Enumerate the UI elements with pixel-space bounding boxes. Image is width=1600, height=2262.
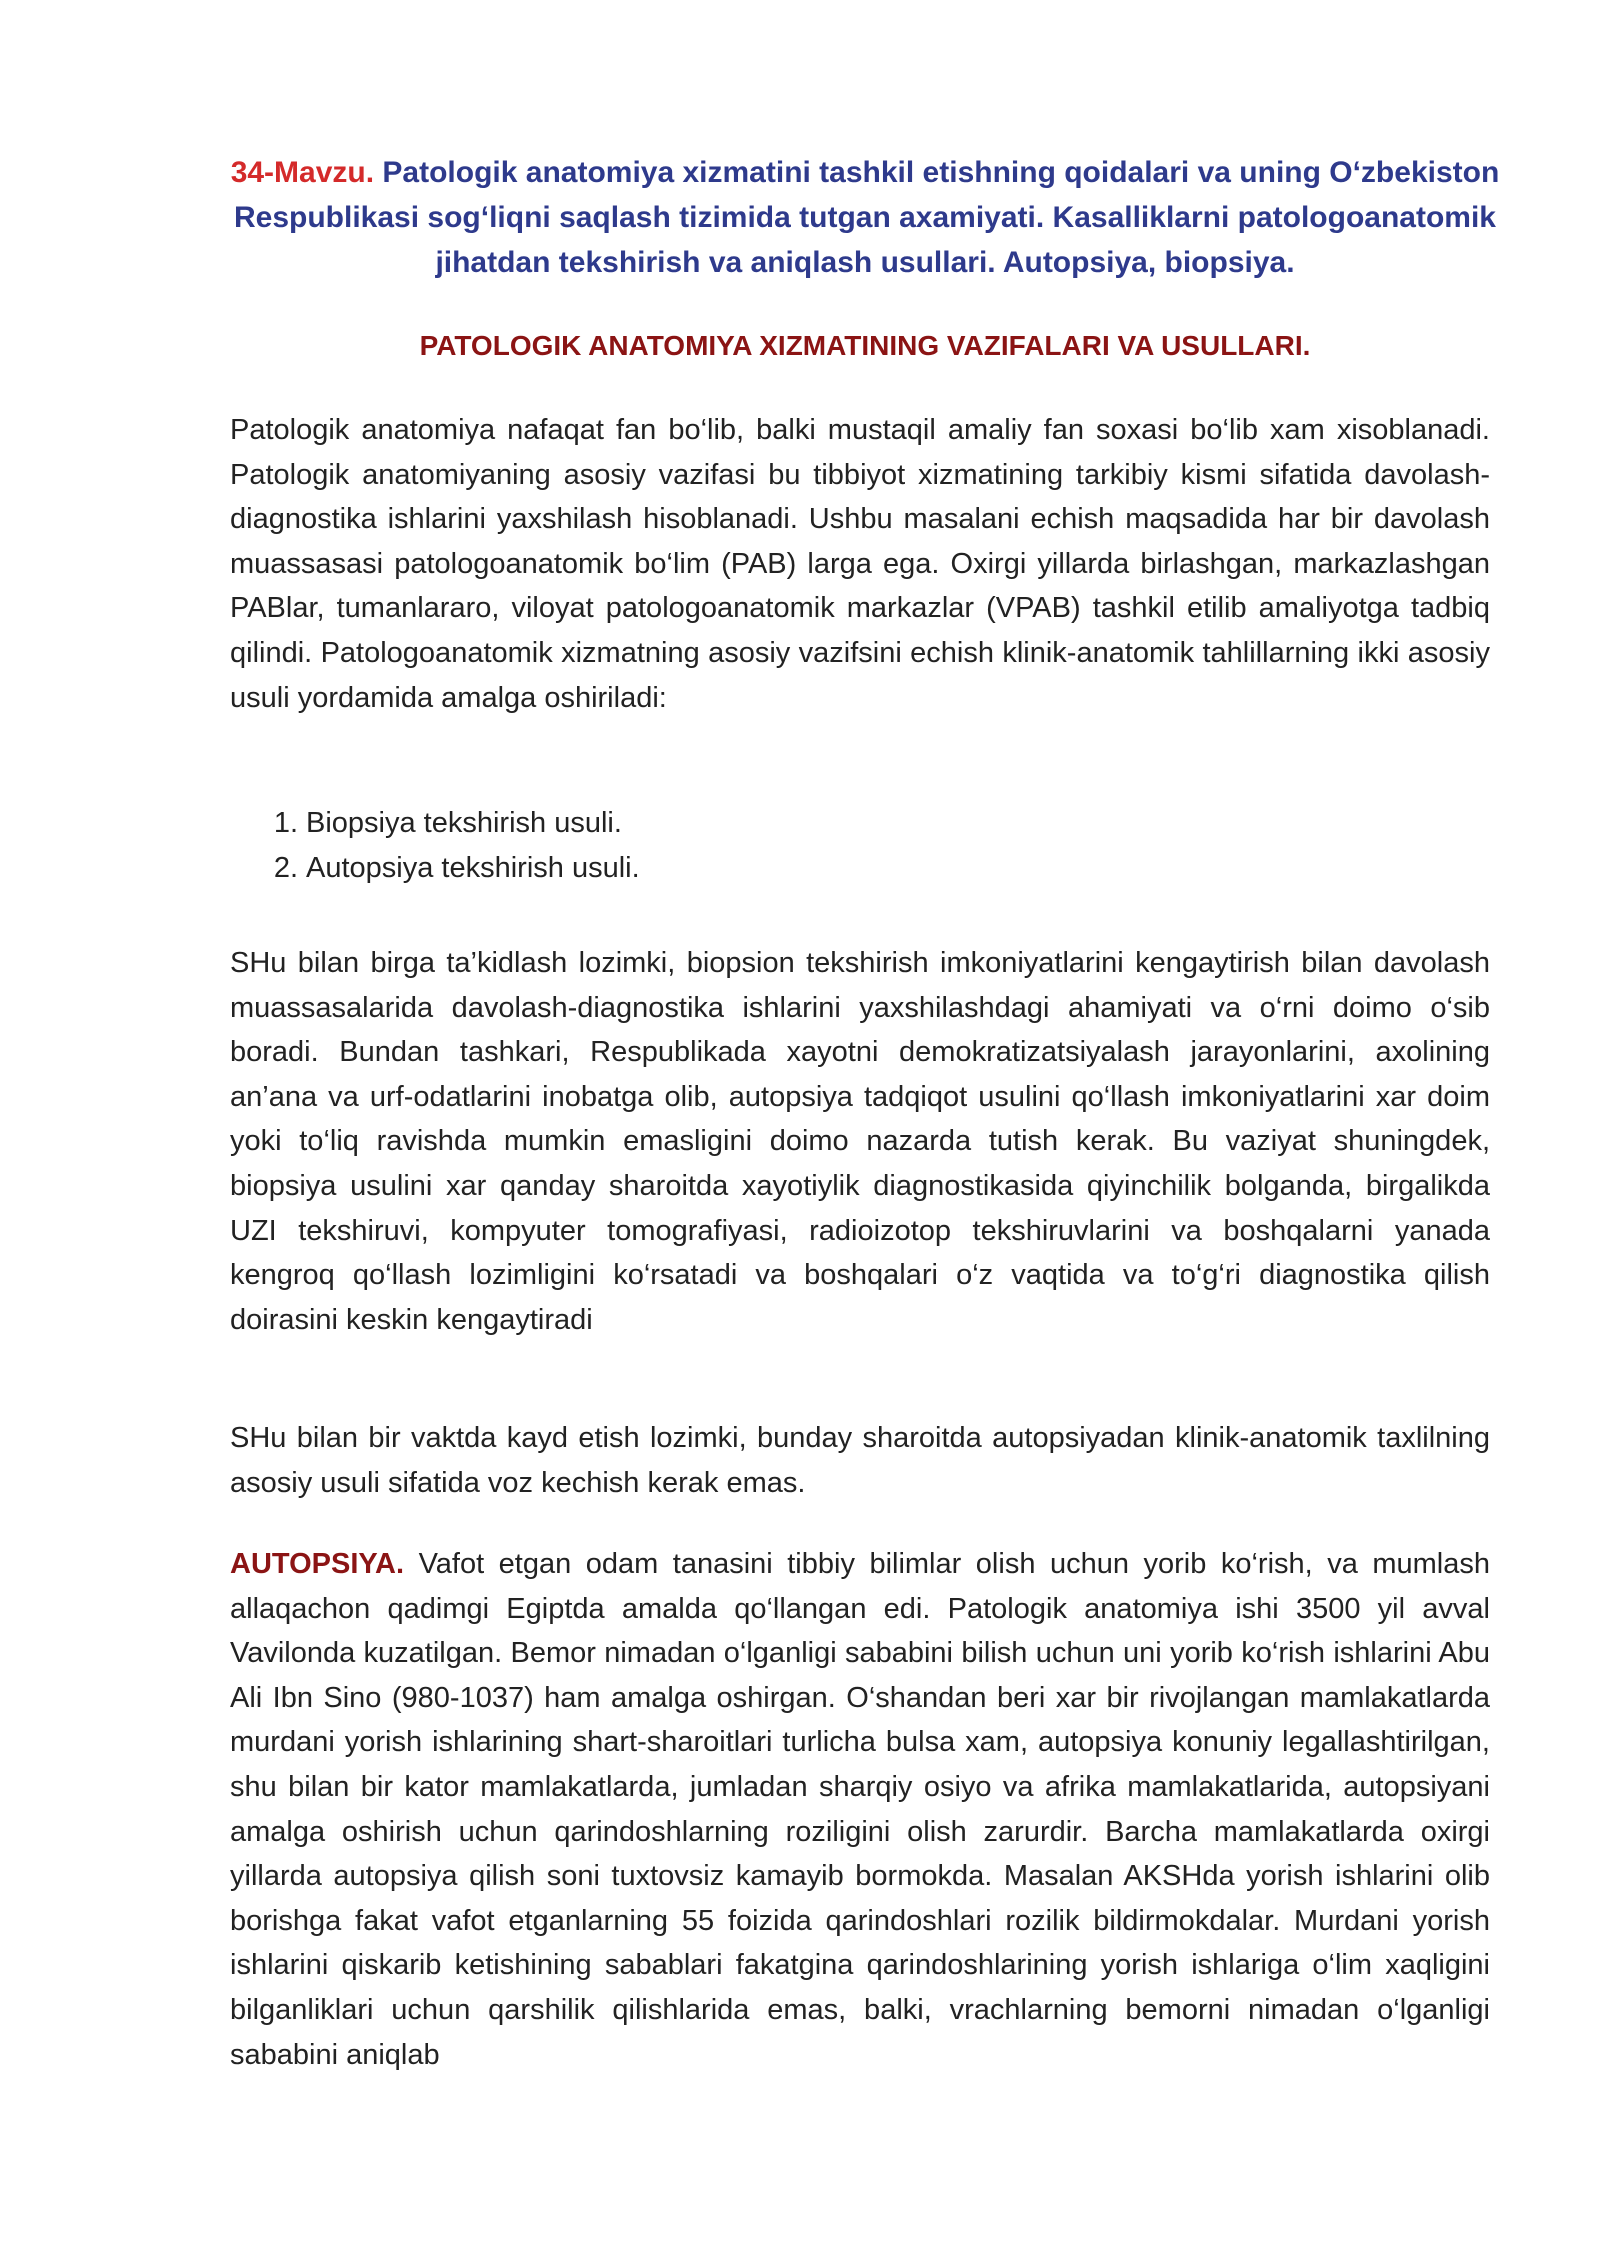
- list-item-number: 1.: [273, 807, 298, 839]
- list-item: [230, 846, 1490, 891]
- paragraph-autopsy-note: SHu bilan bir vaktda kayd etish lozimki, bunday sharoitda autopsiyadan klinik-anatomik taxlilning asosiy usuli sifatida voz kechish kerak emas.: [230, 1422, 1490, 1499]
- list-item: [230, 801, 1490, 846]
- autopsy-text: Vafot etgan odam tanasini tibbiy bilimlar olish uchun yorib ko‘rish, va mumlash allaqachon qadimgi Egiptda amalda qo‘llangan edi. Patologik anatomiya ishi 3500 yil avval Vavilonda kuzatilgan. Bemor nimadan o‘lganligi sababini bilish uchun uni yorib ko‘rish ishlarini Abu Ali Ibn Sino (980-1037) ham amalga oshirgan. O‘shandan beri xar bir rivojlangan mamlakatlarda murdani yorish ishlarining shart-sharoitlari turlicha bulsa xam, autopsiya konuniy legallashtirilgan, shu bilan bir kator mamlakatlarda, jumladan sharqiy osiyo va afrika mamlakatlarida, autopsiyani amalga oshirish uchun qarindoshlarning roziligini olish zarurdir. Barcha mamlakatlarda oxirgi yillarda autopsiya qilish soni tuxtovsiz kamayib bormokda. Masalan AKSHda yorish ishlarini olib borishga fakat vafot etganlarning 55 foizida qarindoshlari rozilik bildirmokdalar. Murdani yorish ishlarini qiskarib ketishining sabablari fakatgina qarindoshlarining yorish ishlariga o‘lim xaqligini bilganliklari uchun qarshilik qilishlarida emas, balki, vrachlarning bemorni nimadan o‘lganligi sababini aniqlab: [230, 1548, 1490, 2071]
- list-item-number: 2.: [273, 851, 298, 884]
- list-item-text: Biopsiya tekshirish usuli.: [306, 807, 622, 839]
- title-text: Patologik anatomiya xizmatini tashkil etishning qoidalari va uning O‘zbekiston Respublikasi sog‘liqni saqlash tizimida tutgan axamiyati. Kasalliklarni patologoanatomik jihatdan tekshirish va aniqlash usullari. Autopsiya, biopsiya.: [234, 156, 1500, 279]
- autopsy-lead: AUTOPSIYA.: [230, 1548, 405, 1580]
- topic-number: 34-Mavzu.: [230, 156, 375, 189]
- document-title: [230, 150, 1500, 285]
- list-item-text: Autopsiya tekshirish usuli.: [306, 851, 640, 884]
- methods-list: [230, 801, 1490, 890]
- paragraph-intro: Patologik anatomiya nafaqat fan bo‘lib, balki mustaqil amaliy fan soxasi bo‘lib xam xisoblanadi. Patologik anatomiyaning asosiy vazifasi bu tibbiyot xizmatining tarkibiy kismi sifatida davolash-diagnostika ishlarini yaxshilash hisoblanadi. Ushbu masalani echish maqsadida har bir davolash muassasasi patologoanatomik bo‘lim (PAB) larga ega. Oxirgi yillarda birlashgan, markazlashgan PABlar, tumanlararo, viloyat patologoanatomik markazlar (VPAB) tashkil etilib amaliyotga tadbiq qilindi. Patologoanatomik xizmatning asosiy vazifsini echish klinik-anatomik tahlillarning ikki asosiy usuli yordamida amalga oshiriladi:: [230, 414, 1490, 714]
- section-heading: PATOLOGIK ANATOMIYA XIZMATINING VAZIFALARI VA USULLARI.: [419, 330, 1311, 361]
- paragraph-autopsy: [230, 1542, 1490, 2077]
- paragraph-biopsy: SHu bilan birga ta’kidlash lozimki, biopsion tekshirish imkoniyatlarini kengaytirish bilan davolash muassasalarida davolash-diagnostika ishlarini yaxshilashdagi ahamiyati va o‘rni doimo o‘sib boradi. Bundan tashkari, Respublikada xayotni demokratizatsiyalash jarayonlarini, axolining an’ana va urf-odatlarini inobatga olib, autopsiya tadqiqot usulini qo‘llash imkoniyatlarini xar doim yoki to‘liq ravishda mumkin emasligini doimo nazarda tutish kerak. Bu vaziyat shuningdek, biopsiya usulini xar qanday sharoitda xayotiylik diagnostikasida qiyinchilik bolganda, birgalikda UZI tekshiruvi, kompyuter tomografiyasi, radioizotop tekshiruvlarini va boshqalarni yanada kengroq qo‘llash lozimligini ko‘rsatadi va boshqalari o‘z vaqtida va to‘g‘ri diagnostika qilish doirasini keskin kengaytiradi: [230, 947, 1490, 1336]
